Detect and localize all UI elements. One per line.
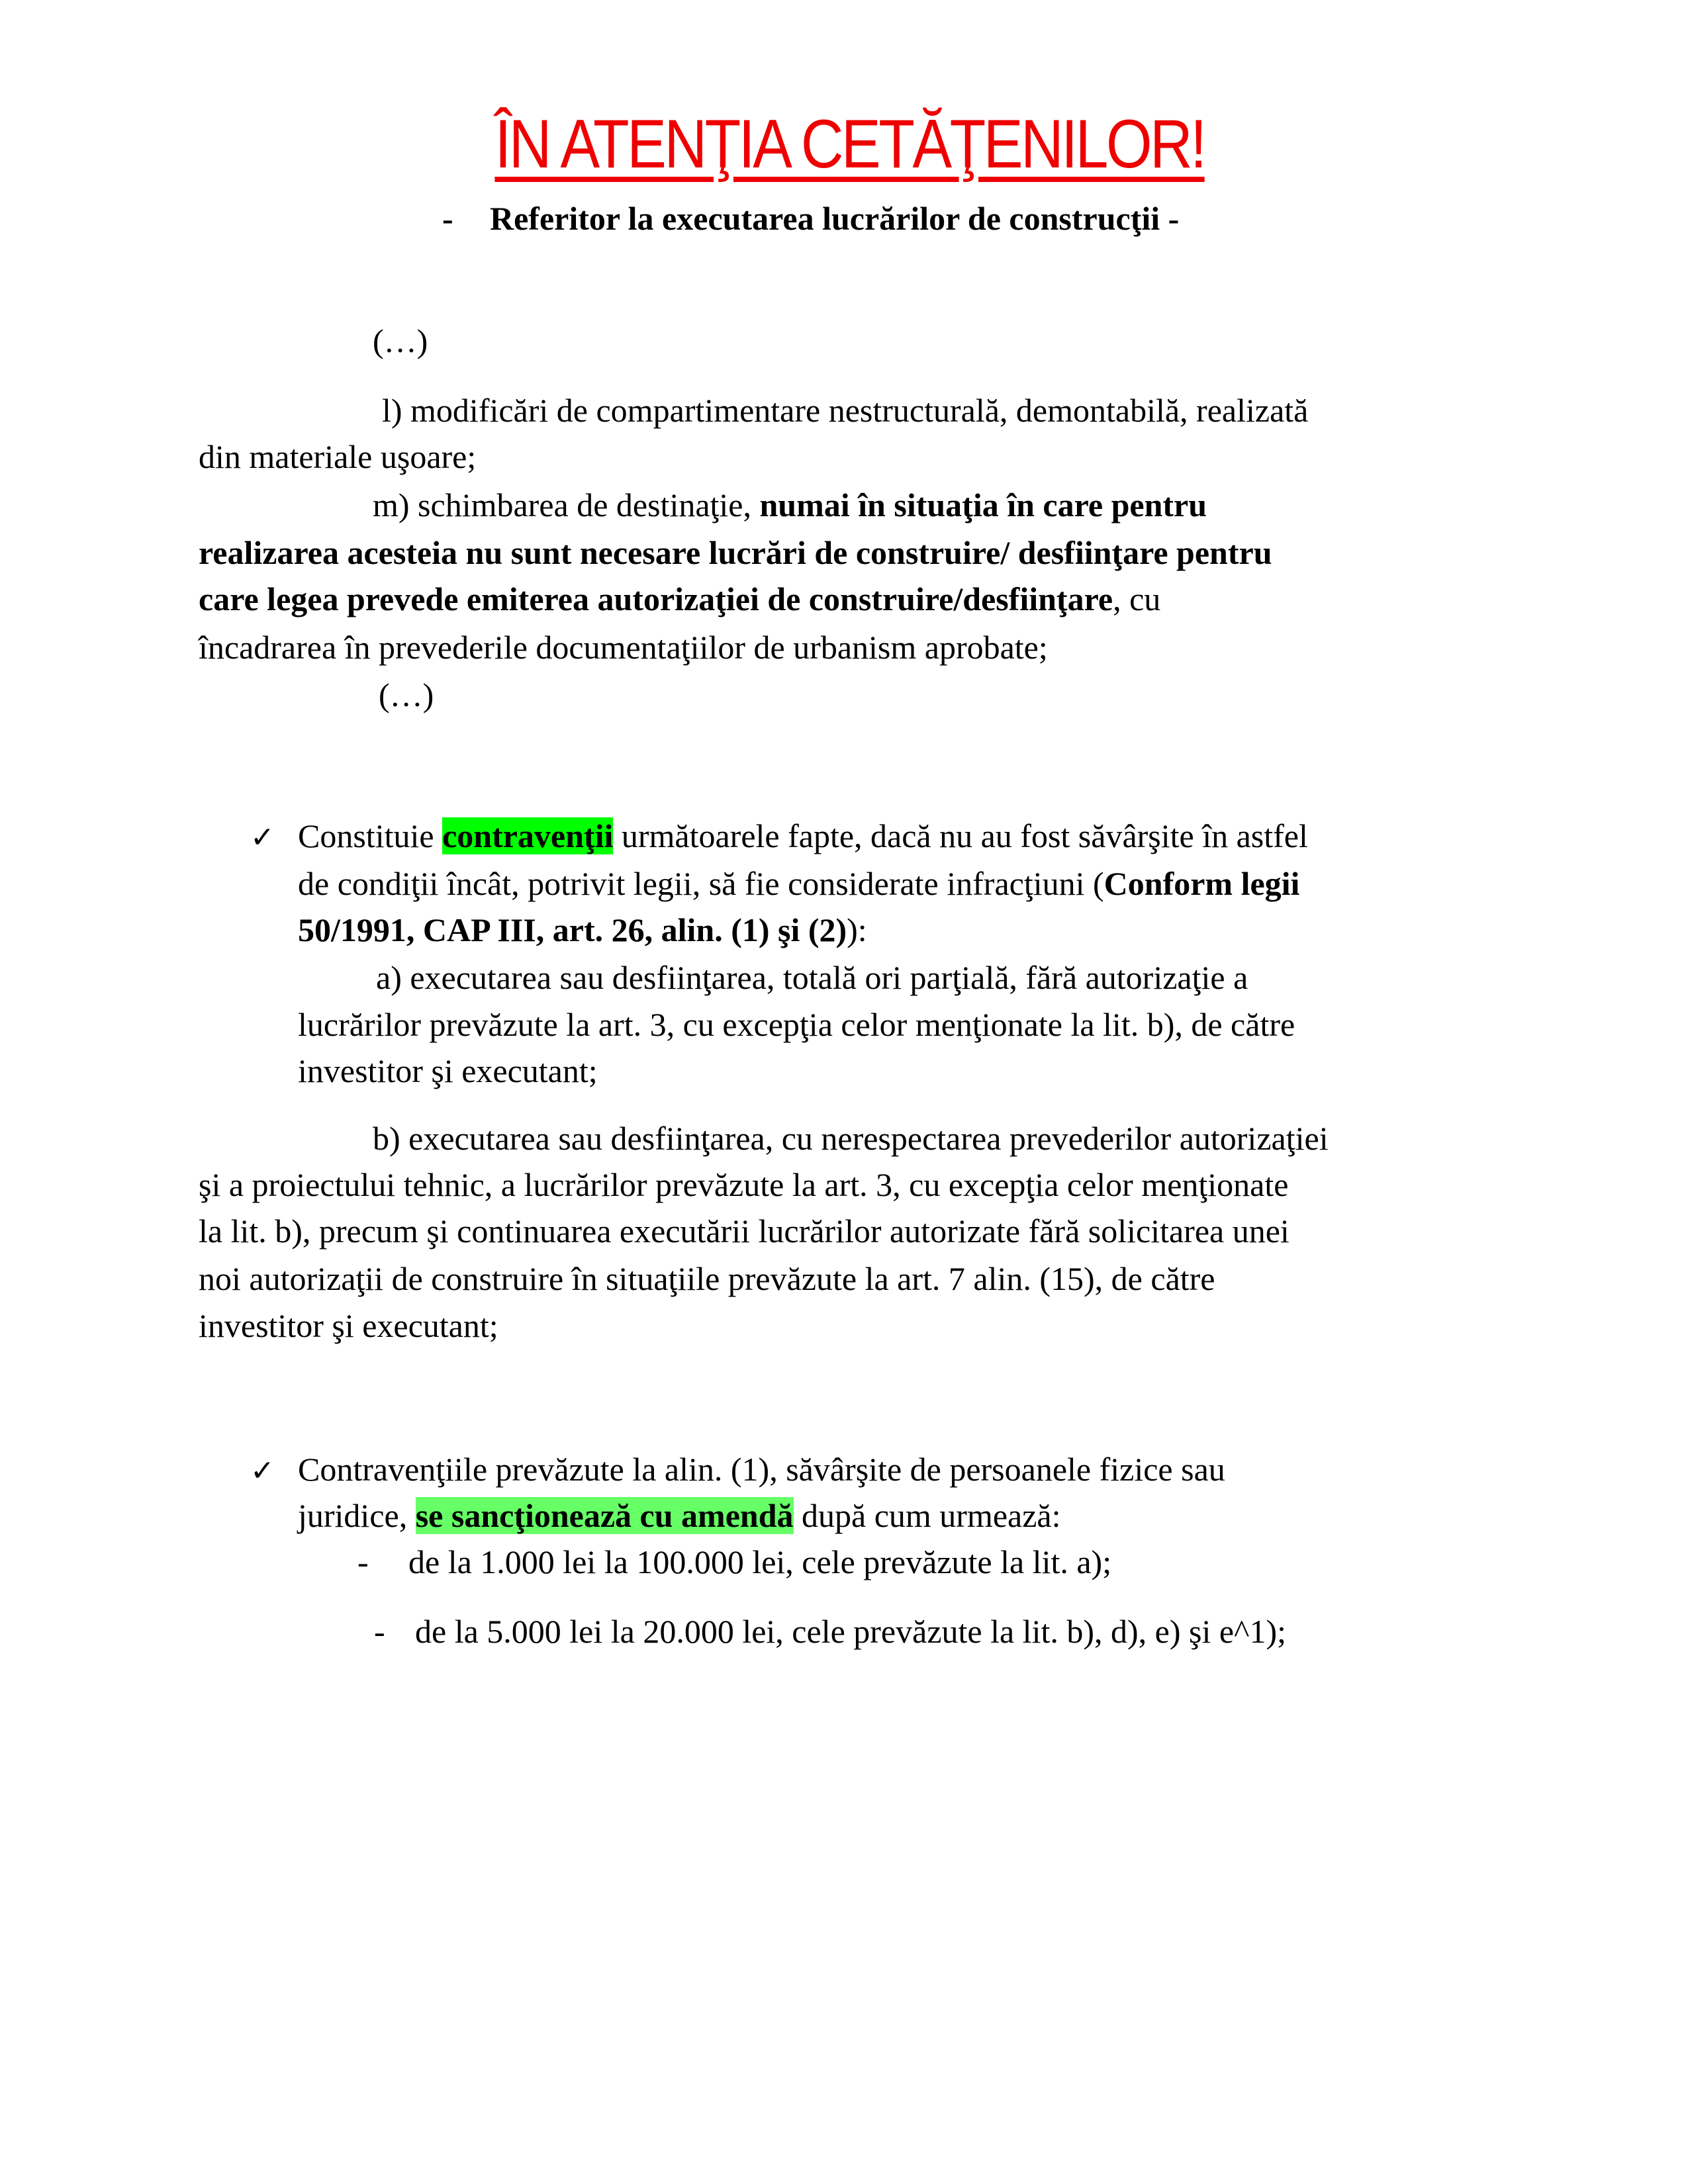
bullet1-line-2 <box>298 864 1299 903</box>
page-title-text: ÎN ATENŢIA CETĂŢENILOR! <box>494 106 1205 183</box>
item-b-line-4: noi autorizaţii de construire în situaţiile prevăzute la art. 7 alin. (15), de către <box>199 1260 1215 1297</box>
item-a-line-2: lucrărilor prevăzute la art. 3, cu excepţia celor menţionate la lit. b), de către <box>298 1006 1295 1043</box>
highlight-contraventii: contravenţii <box>442 817 614 854</box>
bullet1-post: următoarele fapte, dacă nu au fost săvârşite în astfel <box>613 817 1308 854</box>
item-l-line-1: l) modificări de compartimentare nestructurală, demontabilă, realizată <box>382 392 1309 429</box>
ellipsis-top: (…) <box>373 322 428 359</box>
item-m-normal: m) schimbarea de destinaţie, <box>373 486 760 523</box>
bullet1-line2-normal: de condiţii încât, potrivit legii, să fie considerate infracţiuni ( <box>298 865 1104 902</box>
bullet1-line-1 <box>298 816 1308 856</box>
bullet1-line2-bold: Conform legii <box>1103 865 1300 902</box>
item-b-line-3: la lit. b), precum şi continuarea executării lucrărilor autorizate fără solicitarea unei <box>199 1212 1289 1250</box>
item-m-tail: , cu <box>1113 580 1161 617</box>
subtitle-dash: - <box>442 200 453 237</box>
item-m-line-3 <box>199 579 1160 619</box>
item-b-line-2: şi a proiectului tehnic, a lucrărilor prevăzute la art. 3, cu excepţia celor menţionate <box>199 1166 1289 1203</box>
item-b-line-5: investitor şi executant; <box>199 1307 498 1344</box>
bullet2-pre: juridice, <box>298 1497 416 1534</box>
page-subtitle <box>442 199 1179 238</box>
item-l-line-2: din materiale uşoare; <box>199 438 477 475</box>
check-icon: ✓ <box>250 1454 275 1488</box>
ellipsis-bottom: (…) <box>379 676 434 713</box>
highlight-amenda: se sancţionează cu amendă <box>415 1497 794 1534</box>
fine-item <box>357 1542 1111 1582</box>
item-a-line-3: investitor şi executant; <box>298 1052 598 1089</box>
fine-text: de la 1.000 lei la 100.000 lei, cele prevăzute la lit. a); <box>408 1543 1112 1580</box>
fine-text: de la 5.000 lei la 20.000 lei, cele prevăzute la lit. b), d), e) şi e^1); <box>415 1613 1287 1650</box>
law-reference: 50/1991, CAP III, art. 26, alin. (1) şi (2) <box>298 911 847 948</box>
page-title <box>124 105 1575 184</box>
bullet2-post: după cum urmează: <box>793 1497 1061 1534</box>
fine-item <box>374 1612 1286 1651</box>
bullet1-pre: Constituie <box>298 817 443 854</box>
subtitle-text: Referitor la executarea lucrărilor de construcţii - <box>490 200 1180 237</box>
fine-dash: - <box>357 1543 369 1580</box>
check-icon: ✓ <box>250 821 275 854</box>
item-a-line-1: a) executarea sau desfiinţarea, totală ori parţială, fără autorizaţie a <box>376 959 1248 996</box>
bullet2-line-2 <box>298 1496 1061 1535</box>
fine-dash: - <box>374 1613 385 1650</box>
item-b-line-1: b) executarea sau desfiinţarea, cu nerespectarea prevederilor autorizaţiei <box>373 1120 1329 1157</box>
bullet1-line3-tail: ): <box>847 911 867 948</box>
item-m-line-1 <box>373 485 1207 525</box>
bullet2-line-1: Contravenţiile prevăzute la alin. (1), săvârşite de persoanele fizice sau <box>298 1451 1225 1488</box>
item-m-line-4: încadrarea în prevederile documentaţiilor de urbanism aprobate; <box>199 629 1048 666</box>
item-m-line-2: realizarea acesteia nu sunt necesare lucrări de construire/ desfiinţare pentru <box>199 534 1272 571</box>
bullet1-line-3 <box>298 910 867 950</box>
item-m-bold-3: care legea prevede emiterea autorizaţiei de construire/desfiinţare <box>199 580 1113 617</box>
item-m-bold-1: numai în situaţia în care pentru <box>759 486 1207 523</box>
